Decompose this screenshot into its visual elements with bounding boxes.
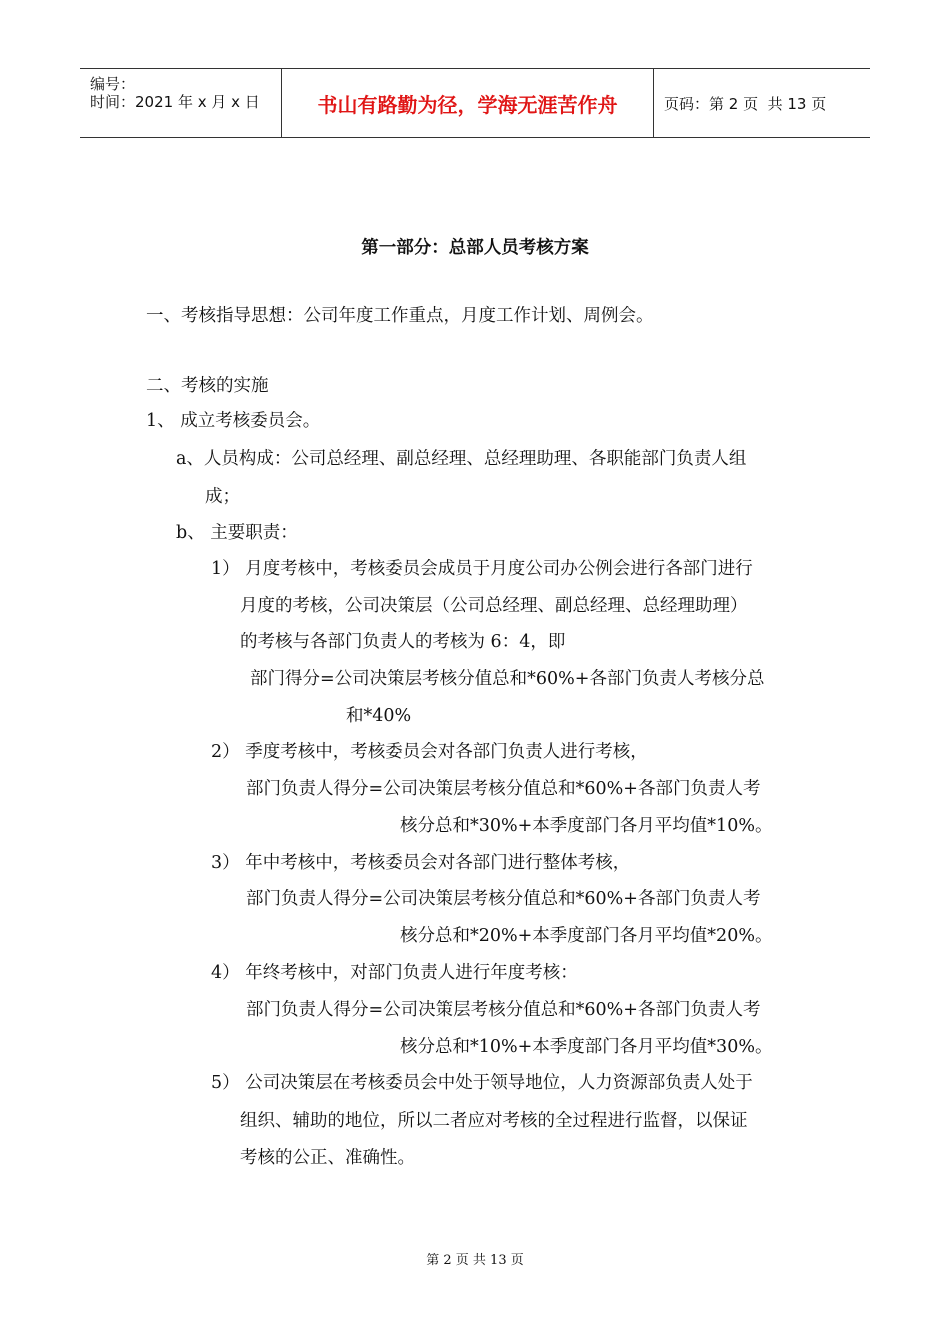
list-item: 1、 成立考核委员会。 <box>146 411 321 431</box>
list-item-continuation: 的考核与各部门负责人的考核为 6：4，即 <box>240 632 566 652</box>
header-divider <box>653 69 654 137</box>
list-item-continuation: 成； <box>205 487 240 507</box>
page-header <box>80 68 870 138</box>
formula-line: 和*40% <box>346 706 412 726</box>
formula-line: 部门负责人得分=公司决策层考核分值总和*60%+各部门负责人考 <box>246 779 761 799</box>
header-date: 时间：2021 年 x 月 x 日 <box>90 93 260 111</box>
list-item: a、人员构成：公司总经理、副总经理、总经理助理、各职能部门负责人组 <box>176 449 747 469</box>
header-motto: 书山有路勤为径，学海无涯苦作舟 <box>317 92 618 117</box>
formula-line: 部门得分=公司决策层考核分值总和*60%+各部门负责人考核分总 <box>250 669 765 689</box>
list-item: 5） 公司决策层在考核委员会中处于领导地位，人力资源部负责人处于 <box>211 1073 753 1093</box>
list-item-continuation: 考核的公正、准确性。 <box>240 1148 415 1168</box>
list-item: 1） 月度考核中，考核委员会成员于月度公司办公例会进行各部门进行 <box>211 559 753 579</box>
header-number-label: 编号： <box>90 75 136 93</box>
section-title: 第一部分：总部人员考核方案 <box>361 238 589 258</box>
header-meta-cell <box>80 69 281 137</box>
list-item: 2） 季度考核中，考核委员会对各部门负责人进行考核， <box>211 742 648 762</box>
section-heading: 二、考核的实施 <box>146 376 269 396</box>
formula-line: 核分总和*20%+本季度部门各月平均值*20%。 <box>400 926 773 946</box>
list-item: b、 主要职责： <box>176 523 298 543</box>
formula-line: 核分总和*30%+本季度部门各月平均值*10%。 <box>400 816 773 836</box>
formula-line: 核分总和*10%+本季度部门各月平均值*30%。 <box>400 1037 773 1057</box>
list-item: 3） 年中考核中，考核委员会对各部门进行整体考核， <box>211 853 631 873</box>
header-page-info: 页码：第 2 页 共 13 页 <box>664 94 827 113</box>
list-item-continuation: 组织、辅助的地位，所以二者应对考核的全过程进行监督，以保证 <box>240 1111 748 1131</box>
formula-line: 部门负责人得分=公司决策层考核分值总和*60%+各部门负责人考 <box>246 889 761 909</box>
list-item-continuation: 月度的考核，公司决策层（公司总经理、副总经理、总经理助理） <box>240 596 748 616</box>
guideline-paragraph: 一、考核指导思想：公司年度工作重点，月度工作计划、周例会。 <box>146 306 654 326</box>
list-item: 4） 年终考核中，对部门负责人进行年度考核： <box>211 963 578 983</box>
formula-line: 部门负责人得分=公司决策层考核分值总和*60%+各部门负责人考 <box>246 1000 761 1020</box>
page-footer: 第 2 页 共 13 页 <box>426 1253 524 1268</box>
